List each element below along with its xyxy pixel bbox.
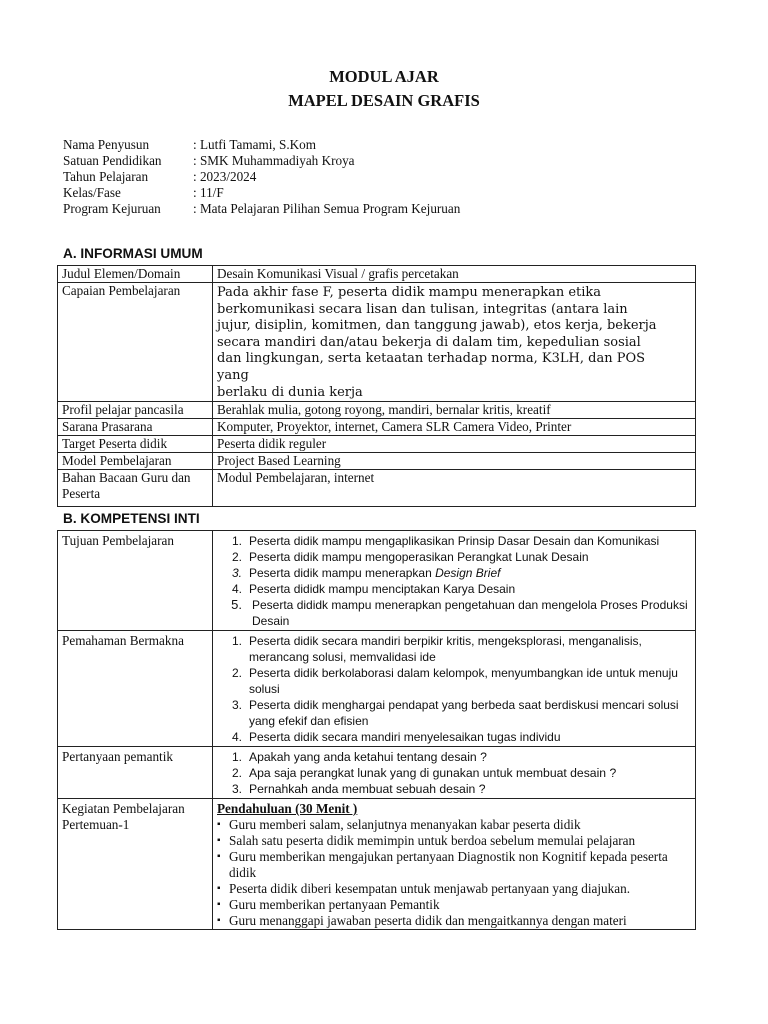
- list-item: 3. Peserta didik menghargai pendapat yang berbeda saat berdiskusi mencari solusi yang efekif dan efisien: [231, 698, 679, 728]
- general-info-table: [57, 265, 696, 507]
- activity-label-line: Kegiatan Pembelajaran: [62, 801, 185, 816]
- bullet-icon: ▪: [217, 851, 221, 862]
- learning-outcome-text: [213, 283, 696, 402]
- row-value: Project Based Learning: [213, 453, 696, 470]
- meaningful-understanding-list: [213, 633, 695, 745]
- identity-block: [63, 137, 460, 217]
- list-item: 1. Apakah yang anda ketahui tentang desain ?: [231, 750, 487, 764]
- row-label: Pemahaman Bermakna: [58, 631, 213, 747]
- list-item: 4. Peserta didik secara mandiri menyelesaikan tugas individu: [231, 730, 561, 744]
- meaningful-understanding-cell: [213, 631, 696, 747]
- row-label: Sarana Prasarana: [58, 419, 213, 436]
- learning-goals-list: [213, 533, 695, 629]
- outcome-line: Pada akhir fase F, peserta didik mampu menerapkan etika: [217, 285, 602, 300]
- identity-row: [63, 137, 460, 153]
- identity-value: : 11/F: [193, 185, 224, 200]
- list-item: ▪ Salah satu peserta didik memimpin untuk berdoa sebelum memulai pelajaran: [217, 833, 636, 848]
- row-value: Modul Pembelajaran, internet: [213, 470, 696, 507]
- learning-goals-cell: [213, 531, 696, 631]
- list-item: ▪ Guru memberikan pertanyaan Pemantik: [217, 897, 440, 912]
- outcome-line: jujur, disiplin, komitmen, dan tanggung jawab), etos kerja, bekerja: [217, 318, 657, 334]
- table-row: [58, 747, 696, 799]
- outcome-line: berkomunikasi secara lisan dan tulisan, integritas (antara lain: [217, 301, 628, 317]
- identity-label: Nama Penyusun: [63, 137, 150, 152]
- identity-label: Satuan Pendidikan: [63, 153, 162, 168]
- row-value: Berahlak mulia, gotong royong, mandiri, bernalar kritis, kreatif: [213, 402, 696, 419]
- outcome-line: berlaku di dunia kerja: [217, 384, 363, 400]
- bullet-icon: ▪: [217, 899, 221, 910]
- list-item: 2. Peserta didik berkolaborasi dalam kelompok, menyumbangkan ide untuk menuju solusi: [231, 666, 678, 696]
- core-competence-table: [57, 530, 696, 930]
- identity-value: : 2023/2024: [193, 169, 257, 184]
- identity-value: : Lutfi Tamami, S.Kom: [193, 137, 317, 152]
- section-a-heading: A. INFORMASI UMUM: [63, 246, 203, 261]
- identity-row: [63, 201, 460, 217]
- document-title: MODUL AJAR: [329, 67, 439, 86]
- list-item: 4. Peserta dididk mampu menciptakan Karya Desain: [231, 582, 516, 596]
- table-row: [58, 470, 696, 507]
- table-row: [58, 283, 696, 402]
- list-item: 1. Peserta didik mampu mengaplikasikan Prinsip Dasar Desain dan Komunikasi: [231, 534, 660, 548]
- table-row: [58, 799, 696, 930]
- bullet-icon: ▪: [217, 915, 221, 926]
- table-row: [58, 419, 696, 436]
- list-item: ▪ Guru memberi salam, selanjutnya menanyakan kabar peserta didik: [217, 817, 581, 832]
- list-item: 1. Peserta didik secara mandiri berpikir kritis, mengeksplorasi, menganalisis, merancang solusi, memvalidasi ide: [231, 634, 642, 664]
- table-row: [58, 266, 696, 283]
- row-label: Tujuan Pembelajaran: [58, 531, 213, 631]
- identity-label: Program Kejuruan: [63, 201, 161, 216]
- identity-value: : SMK Muhammadiyah Kroya: [193, 153, 355, 168]
- list-item: ▪ Guru memberikan mengajukan pertanyaan Diagnostik non Kognitif kepada peserta didik: [217, 849, 668, 880]
- list-item: 2. Peserta didik mampu mengoperasikan Perangkat Lunak Desain: [231, 550, 589, 564]
- outcome-line: dan lingkungan, serta ketaatan terhadap norma, K3LH, dan POS: [217, 351, 646, 367]
- identity-value: : Mata Pelajaran Pilihan Semua Program Kejuruan: [193, 201, 461, 216]
- identity-row: [63, 185, 460, 201]
- row-label: Pertanyaan pemantik: [58, 747, 213, 799]
- list-item: ▪ Peserta didik diberi kesempatan untuk menjawab pertanyaan yang diajukan.: [217, 881, 630, 896]
- row-label: Capaian Pembelajaran: [58, 283, 213, 402]
- identity-row: [63, 169, 460, 185]
- table-row: [58, 531, 696, 631]
- row-label: Target Peserta didik: [58, 436, 213, 453]
- table-row: [58, 631, 696, 747]
- row-label: Profil pelajar pancasila: [58, 402, 213, 419]
- bullet-icon: ▪: [217, 835, 221, 846]
- row-label: Model Pembelajaran: [58, 453, 213, 470]
- list-item: 5. Peserta dididk mampu menerapkan pengetahuan dan mengelola Proses Produksi Desain: [231, 597, 688, 628]
- list-item: 3. Pernahkah anda membuat sebuah desain ?: [231, 782, 486, 796]
- list-item: 3. Peserta didik mampu menerapkan Design Brief: [231, 566, 501, 580]
- table-row: [58, 402, 696, 419]
- activities-cell: [213, 799, 696, 930]
- row-label: Judul Elemen/Domain: [58, 266, 213, 283]
- trigger-questions-cell: [213, 747, 696, 799]
- identity-label: Kelas/Fase: [63, 185, 121, 200]
- bullet-icon: ▪: [217, 883, 221, 894]
- bullet-icon: ▪: [217, 819, 221, 830]
- table-row: [58, 453, 696, 470]
- row-label: Bahan Bacaan Guru dan Peserta: [58, 470, 213, 507]
- row-label: [58, 799, 213, 930]
- activity-bullet-list: [217, 817, 695, 929]
- section-b-heading: B. KOMPETENSI INTI: [63, 511, 200, 526]
- row-value: Peserta didik reguler: [213, 436, 696, 453]
- outcome-line: secara mandiri dan/atau bekerja di dalam tim, kepedulian sosial: [217, 334, 641, 350]
- outcome-line: yang: [217, 367, 249, 383]
- row-value: Komputer, Proyektor, internet, Camera SLR Camera Video, Printer: [213, 419, 696, 436]
- list-item: 2. Apa saja perangkat lunak yang di gunakan untuk membuat desain ?: [231, 766, 617, 780]
- table-row: [58, 436, 696, 453]
- trigger-questions-list: [213, 749, 695, 797]
- document-subtitle: MAPEL DESAIN GRAFIS: [288, 91, 480, 110]
- identity-row: [63, 153, 460, 169]
- row-value: Desain Komunikasi Visual / grafis percetakan: [213, 266, 696, 283]
- list-item: ▪ Guru menanggapi jawaban peserta didik dan mengaitkannya dengan materi: [217, 913, 627, 928]
- identity-label: Tahun Pelajaran: [63, 169, 149, 184]
- phase-heading: Pendahuluan (30 Menit ): [217, 801, 358, 816]
- meeting-label-line: Pertemuan-1: [62, 817, 130, 832]
